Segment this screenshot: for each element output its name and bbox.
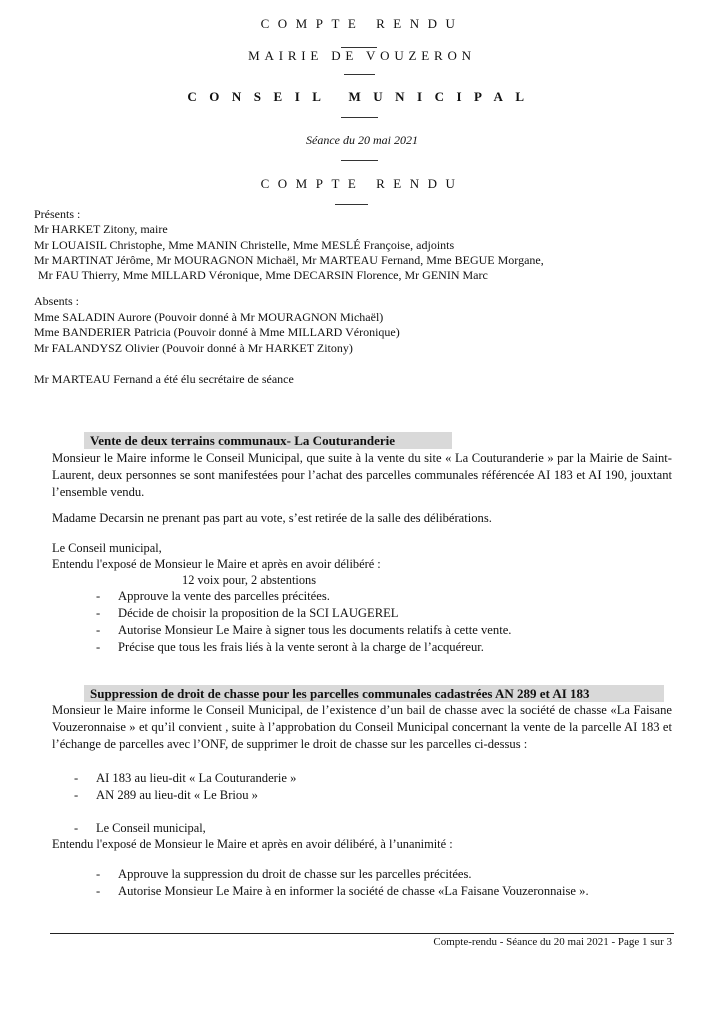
header-mairie: MAIRIE DE VOUZERON bbox=[248, 48, 476, 63]
header-divider bbox=[344, 74, 375, 75]
presents-line: Mr MARTINAT Jérôme, Mr MOURAGNON Michaël, Mr MARTEAU Fernand, Mme BEGUE Morgane, bbox=[34, 253, 544, 267]
section1-paragraph: Monsieur le Maire informe le Conseil Municipal, que suite à la vente du site « La Couturanderie » par la Mairie de Saint-Laurent, deux personnes se sont manifestées pour l’achat des parcelles communales référencée AI 183 et AI 190, jouxtant l’ensemble vendu. bbox=[52, 451, 672, 499]
section2-paragraph: Monsieur le Maire informe le Conseil Municipal, de l’existence d’un bail de chasse avec la société de chasse «La Faisane Vouzeronnaise » et qu’il convient , suite à l’approbation du Conseil Municipal concernant la vente de la parcelle AI 183 et l’échange de parcelles avec l’ONF, de supprimer le droit de chasse sur les parcelles ci-dessus : bbox=[52, 703, 672, 751]
absents-line: Mr FALANDYSZ Olivier (Pouvoir donné à Mr HARKET Zitony) bbox=[34, 341, 353, 355]
section1-paragraph: Madame Decarsin ne prenant pas part au vote, s’est retirée de la salle des délibérations. bbox=[52, 511, 492, 525]
deliberation-intro: Entendu l'exposé de Monsieur le Maire et après en avoir délibéré : bbox=[52, 557, 381, 571]
parcel-item: - AN 289 au lieu-dit « Le Briou » bbox=[74, 788, 258, 802]
vote-result: 12 voix pour, 2 abstentions bbox=[182, 573, 317, 587]
parcel-item: - AI 183 au lieu-dit « La Couturanderie » bbox=[74, 771, 297, 785]
seance-date: Séance du 20 mai 2021 bbox=[306, 133, 418, 147]
decision-item: - Autorise Monsieur Le Maire à en informer la société de chasse «La Faisane Vouzeronnaise ». bbox=[96, 884, 589, 898]
header-divider bbox=[335, 204, 368, 205]
header-divider bbox=[341, 117, 378, 118]
decision-item: - Précise que tous les frais liés à la vente seront à la charge de l’acquéreur. bbox=[96, 640, 484, 654]
decision-item: - Approuve la vente des parcelles précitées. bbox=[96, 589, 330, 603]
presents-line: Mr HARKET Zitony, maire bbox=[34, 222, 168, 236]
presents-line: Mr LOUAISIL Christophe, Mme MANIN Christelle, Mme MESLÉ Françoise, adjoints bbox=[34, 238, 455, 252]
secretary-note: Mr MARTEAU Fernand a été élu secrétaire de séance bbox=[34, 372, 294, 386]
decision-item: - Décide de choisir la proposition de la SCI LAUGEREL bbox=[96, 606, 399, 620]
section-title-vente: Vente de deux terrains communaux- La Couturanderie bbox=[84, 432, 452, 449]
header-conseil-municipal: CONSEIL MUNICIPAL bbox=[187, 89, 537, 104]
decision-item: - Autorise Monsieur Le Maire à signer tous les documents relatifs à cette vente. bbox=[96, 623, 512, 637]
header-title-compte-rendu: COMPTE RENDU bbox=[260, 16, 464, 31]
absents-label: Absents : bbox=[34, 294, 79, 308]
header-compte-rendu-2: COMPTE RENDU bbox=[260, 176, 464, 191]
absents-line: Mme SALADIN Aurore (Pouvoir donné à Mr MOURAGNON Michaël) bbox=[34, 310, 384, 324]
header-divider bbox=[341, 160, 378, 161]
footer-divider bbox=[50, 933, 674, 934]
page-footer: Compte-rendu - Séance du 20 mai 2021 - Page 1 sur 3 bbox=[433, 936, 672, 948]
decision-item: - Approuve la suppression du droit de chasse sur les parcelles précitées. bbox=[96, 867, 472, 881]
council-label: Le Conseil municipal, bbox=[52, 541, 162, 555]
section-title-suppression: Suppression de droit de chasse pour les parcelles communales cadastrées AN 289 et AI 183 bbox=[84, 685, 664, 702]
council-label: - Le Conseil municipal, bbox=[74, 821, 206, 835]
absents-line: Mme BANDERIER Patricia (Pouvoir donné à Mme MILLARD Véronique) bbox=[34, 325, 400, 339]
presents-label: Présents : bbox=[34, 207, 81, 221]
deliberation-intro: Entendu l'exposé de Monsieur le Maire et après en avoir délibéré, à l’unanimité : bbox=[52, 837, 453, 851]
presents-line: Mr FAU Thierry, Mme MILLARD Véronique, Mme DECARSIN Florence, Mr GENIN Marc bbox=[38, 268, 488, 282]
